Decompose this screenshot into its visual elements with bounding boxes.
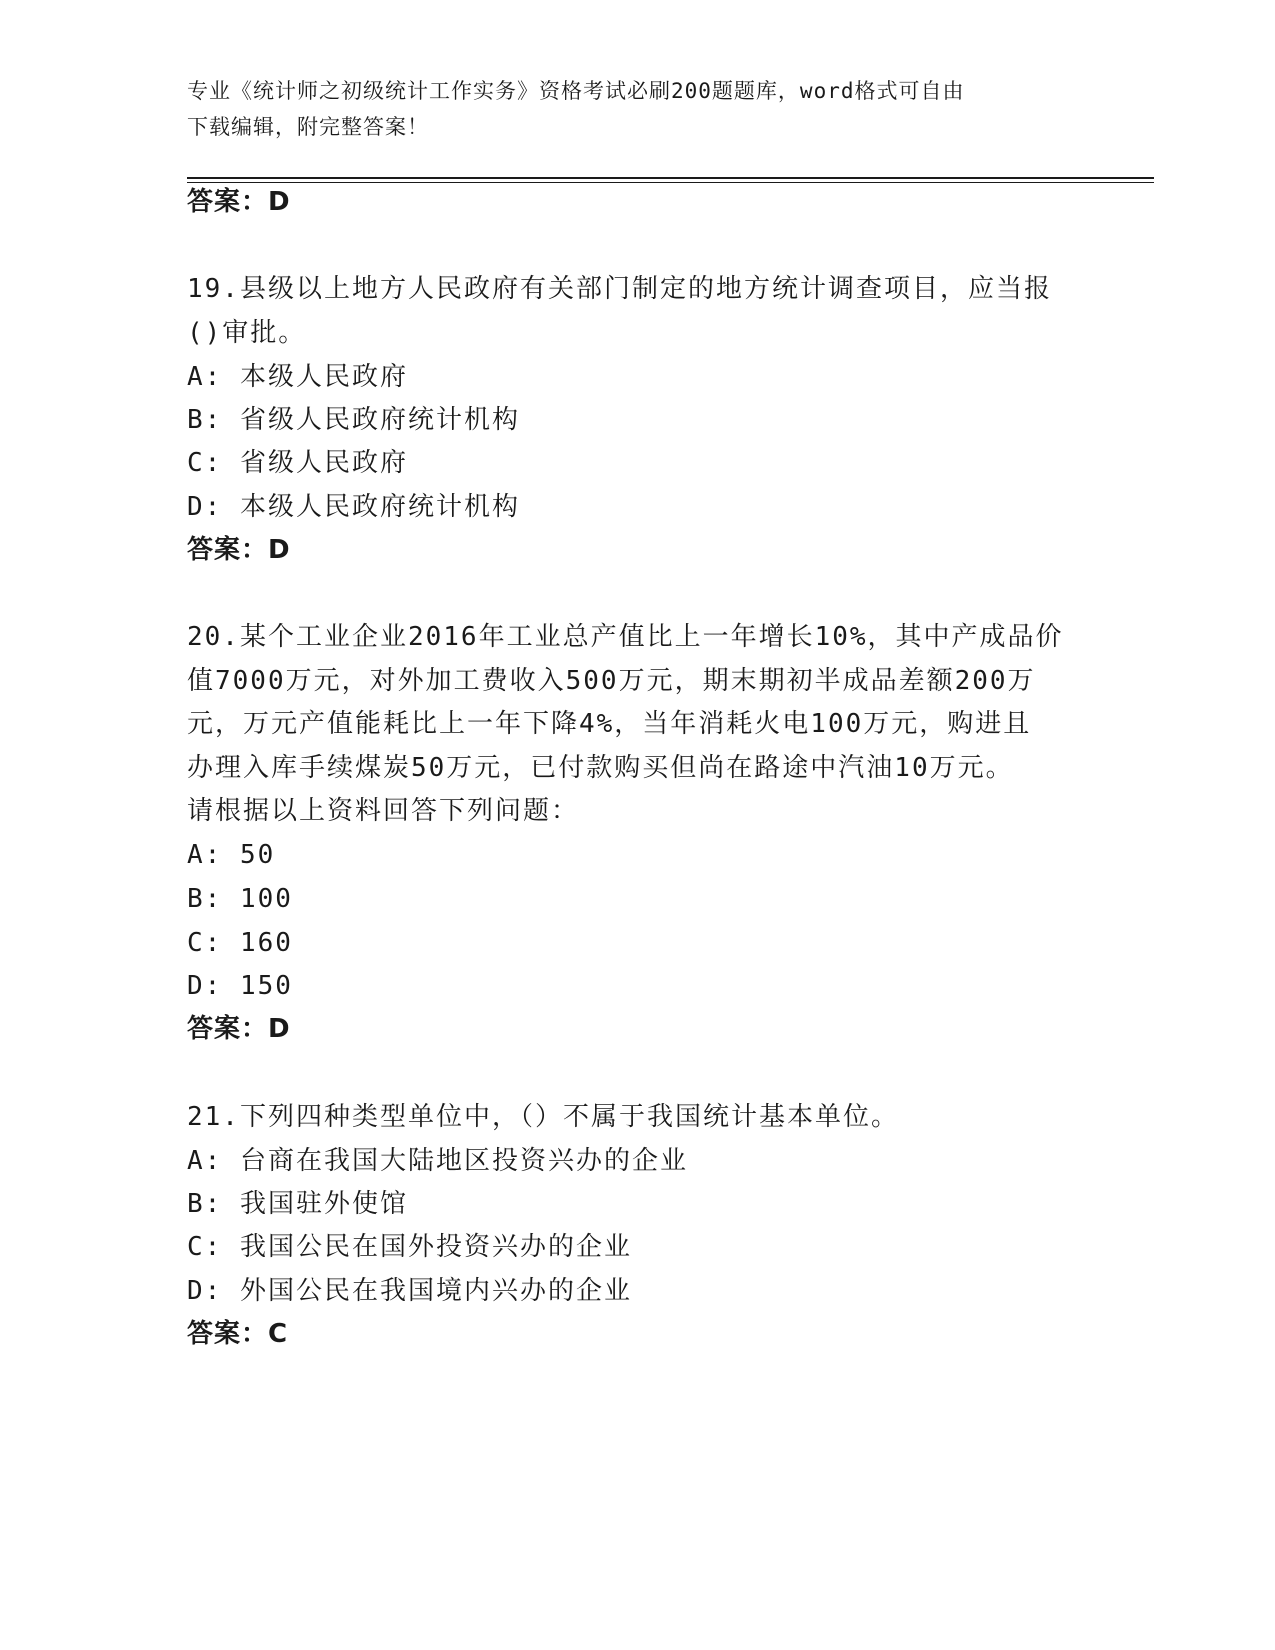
question-20-stem-line-1: 20.某个工业企业2016年工业总产值比上一年增长10%，其中产成品价: [187, 622, 1064, 652]
header-divider-thin: [187, 182, 1154, 183]
question-19-option-d: D: 本级人民政府统计机构: [187, 492, 520, 522]
question-20-option-a: A: 50: [187, 840, 276, 870]
question-21-stem-line-1: 21.下列四种类型单位中，（）不属于我国统计基本单位。: [187, 1102, 899, 1132]
document-header: [187, 73, 1067, 145]
question-20-option-d: D: 150: [187, 971, 293, 1001]
previous-answer: 答案：D: [187, 187, 291, 217]
header-title-line-2: 下载编辑，附完整答案！: [187, 115, 429, 139]
question-19-stem-line-2: ()审批。: [187, 318, 307, 348]
question-21-answer: 答案：C: [187, 1319, 289, 1349]
question-21-option-c: C: 我国公民在国外投资兴办的企业: [187, 1232, 632, 1262]
question-19-option-b: B: 省级人民政府统计机构: [187, 405, 520, 435]
question-20-option-b: B: 100: [187, 884, 293, 914]
header-divider-thick: [187, 177, 1154, 179]
question-20-option-c: C: 160: [187, 928, 293, 958]
question-20-answer: 答案：D: [187, 1014, 291, 1044]
question-19-option-a: A: 本级人民政府: [187, 362, 408, 392]
question-20-stem-line-4: 办理入库手续煤炭50万元，已付款购买但尚在路途中汽油10万元。: [187, 753, 1014, 783]
question-19-answer: 答案：D: [187, 535, 291, 565]
header-title-line-1: 专业《统计师之初级统计工作实务》资格考试必刷200题题库，word格式可自由: [187, 79, 965, 103]
question-21-option-a: A: 台商在我国大陆地区投资兴办的企业: [187, 1146, 688, 1176]
question-21-option-b: B: 我国驻外使馆: [187, 1189, 408, 1219]
question-20-stem-line-2: 值7000万元，对外加工费收入500万元，期末期初半成品差额200万: [187, 666, 1036, 696]
question-19-option-c: C: 省级人民政府: [187, 448, 408, 478]
question-20-stem-line-5: 请根据以上资料回答下列问题：: [187, 796, 580, 826]
question-21-option-d: D: 外国公民在我国境内兴办的企业: [187, 1276, 632, 1306]
question-20-stem-line-3: 元，万元产值能耗比上一年下降4%，当年消耗火电100万元，购进且: [187, 709, 1032, 739]
question-19-stem-line-1: 19.县级以上地方人民政府有关部门制定的地方统计调查项目，应当报: [187, 274, 1052, 304]
